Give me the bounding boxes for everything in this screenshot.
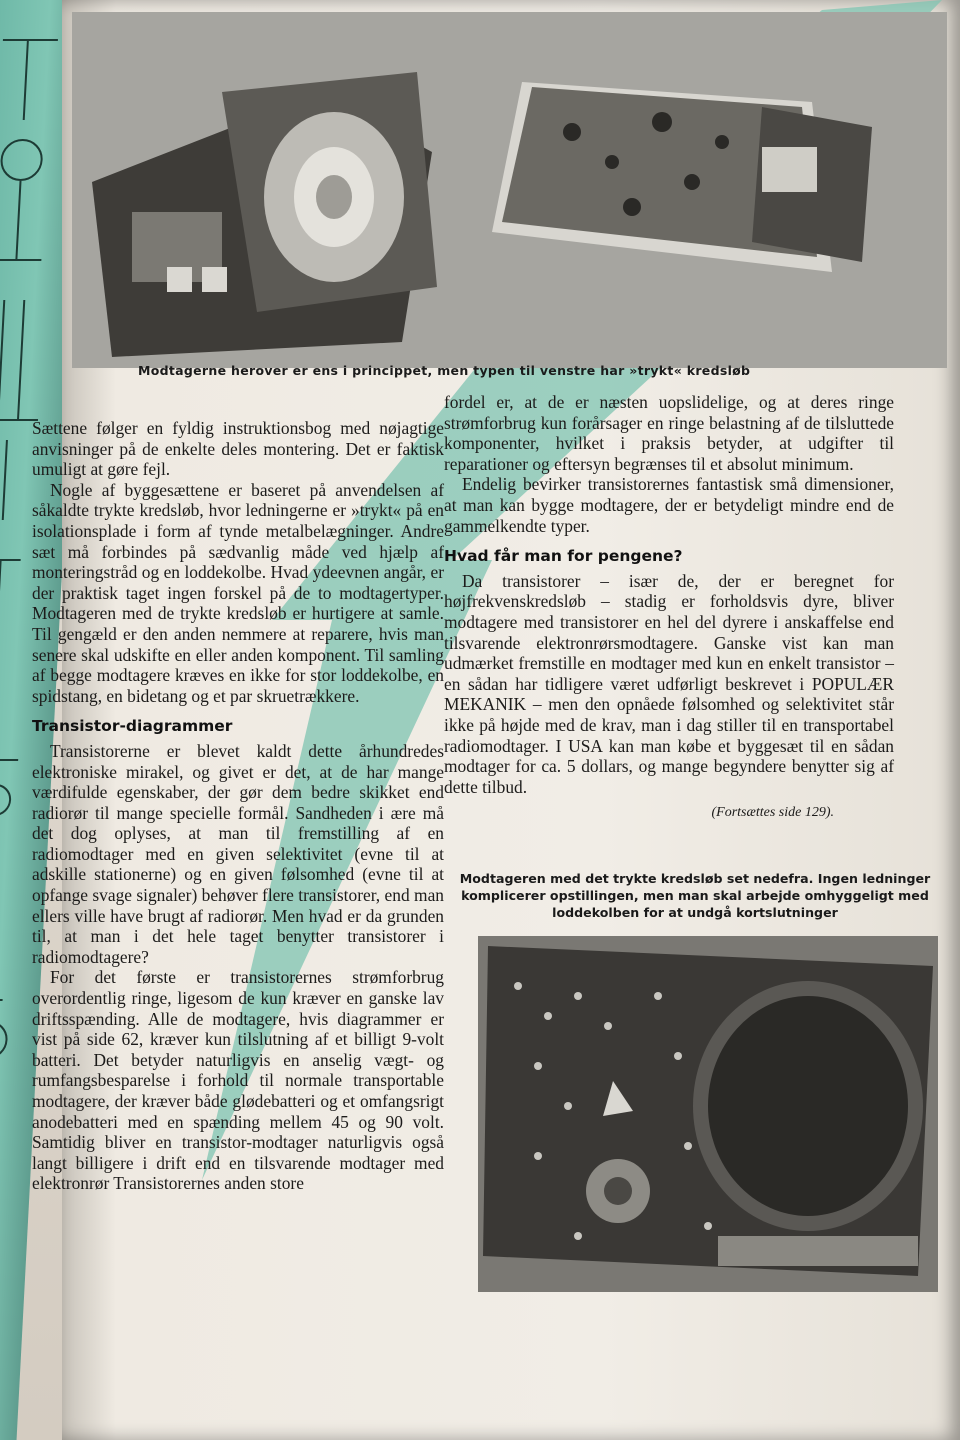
top-photo-caption: Modtagerne herover er ens i princippet, men typen til venstre har »trykt« kredsløb [138, 363, 751, 378]
paragraph: fordel er, at de er næsten uopslidelige, og at deres ringe strømforbrug kun forårsager en ringe belastning af de tilsluttede komponenter, hvilket i praksis betyder, at udgifter til reparationer og eftersyn begrænses til et absolut minimum. [444, 392, 894, 474]
paragraph: Da transistorer – især de, der er beregnet for højfrekvenskredsløb – stadig er forholdsvis dyre, bliver modtagere med transistorer en hel del dyrere i anskaffelse end tilsvarende elektronrørsmodtagere. Ganske vist kan man udmærket fremstille en modtager med kun en enkelt transistor – en sådan har tidligere været udførligt beskrevet i POPULÆR MEKANIK – men den opnåede følsomhed og selektivitet står ikke på højde med de krav, man i dag stiller til en transportabel radiomodtager. I USA kan man købe et byggesæt til en sådan modtager for ca. 5 dollars, og mange begyndere benytter sig af dette tilbud. [444, 570, 894, 797]
bottom-photo [478, 936, 938, 1292]
section-heading: Transistor-diagrammer [32, 717, 233, 736]
paragraph: Sættene følger en fyldig instruktionsbog med nøjagtige anvisninger på de enkelte deles montering. Det er faktisk umuligt at gøre fejl. [32, 418, 444, 480]
section-heading: Hvad får man for pengene? [444, 547, 683, 566]
continued-note: (Fortsættes side 129). [711, 805, 834, 821]
paragraph: For det første er transistorernes strømforbrug overordentlig ringe, ligesom de kun kræver en ganske lav driftsspænding. Alle de modtagere, hvis diagrammer er vist på side 62, kræver kun tilslutning af et billigt 9-volt batteri. Det betyder naturligvis en anselig vægt- og rumfangsbesparelse i forhold til normale transportable modtagere, der kræver både glødebatteri og et omfangsrigt anodebatteri med en spænding mellem 45 og 90 volt. Samtidig bliver en transistor-modtager naturligvis også langt billigere i drift end en tilsvarende modtager med elektronrør Transistorernes anden store [32, 967, 444, 1194]
magazine-page [32, 0, 960, 1440]
bottom-photo-caption: Modtageren med det trykte kredsløb set nedefra. Ingen ledninger komplicerer opstillingen, men man skal arbejde omhyggeligt med loddekolben for at undgå kortslutninger [459, 871, 931, 920]
radio-kits-photo [72, 12, 947, 368]
left-text-column [32, 418, 444, 1194]
paragraph: Endelig bevirker transistorernes fantastisk små dimensioner, at man kan bygge modtagere, der er betydeligt mindre end de gammelkendte typer. [444, 474, 894, 536]
top-photo [72, 12, 947, 368]
paragraph: Nogle af byggesættene er baseret på anvendelsen af såkaldte trykte kredsløb, hvor ledningerne er »trykt« på en isolationsplade i form af tynde metalbelægninger. Andre sæt må forbindes på sædvanlig måde ved hjælp af monteringstråd og en loddekolbe. Hvad ydeevnen angår, er der praktisk taget ingen forskel på de to modtagertyper. Modtageren med de trykte kredsløb er hurtigere at samle. Til gengæld er den anden nemmere at reparere, hvis man senere skal udskifte en eller anden komponent. Til samling af begge modtagere kræves en ikke for stor loddekolbe, en spidstang, en bidetang og et par skruetrækkere. [32, 479, 444, 706]
circuit-board-photo [478, 936, 938, 1292]
paragraph: Transistorerne er blevet kaldt dette århundredes elektroniske mirakel, og givet er det, at de har mange værdifulde egenskaber, der gør dem bedre skikket end radiorør til mange specielle formål. Sandheden i ære må det dog oplyses, at man til fremstilling af en radiomodtager med en given selektivitet (evne til at adskille stationerne) og en given følsomhed (evne til at opfange svage signaler) behøver flere transistorer, end man ellers ville have brugt af radiorør. Men hvad er da grunden til, at man i det hele taget benytter transistorer i radiomodtagere? [32, 740, 444, 967]
right-text-column [444, 392, 894, 824]
